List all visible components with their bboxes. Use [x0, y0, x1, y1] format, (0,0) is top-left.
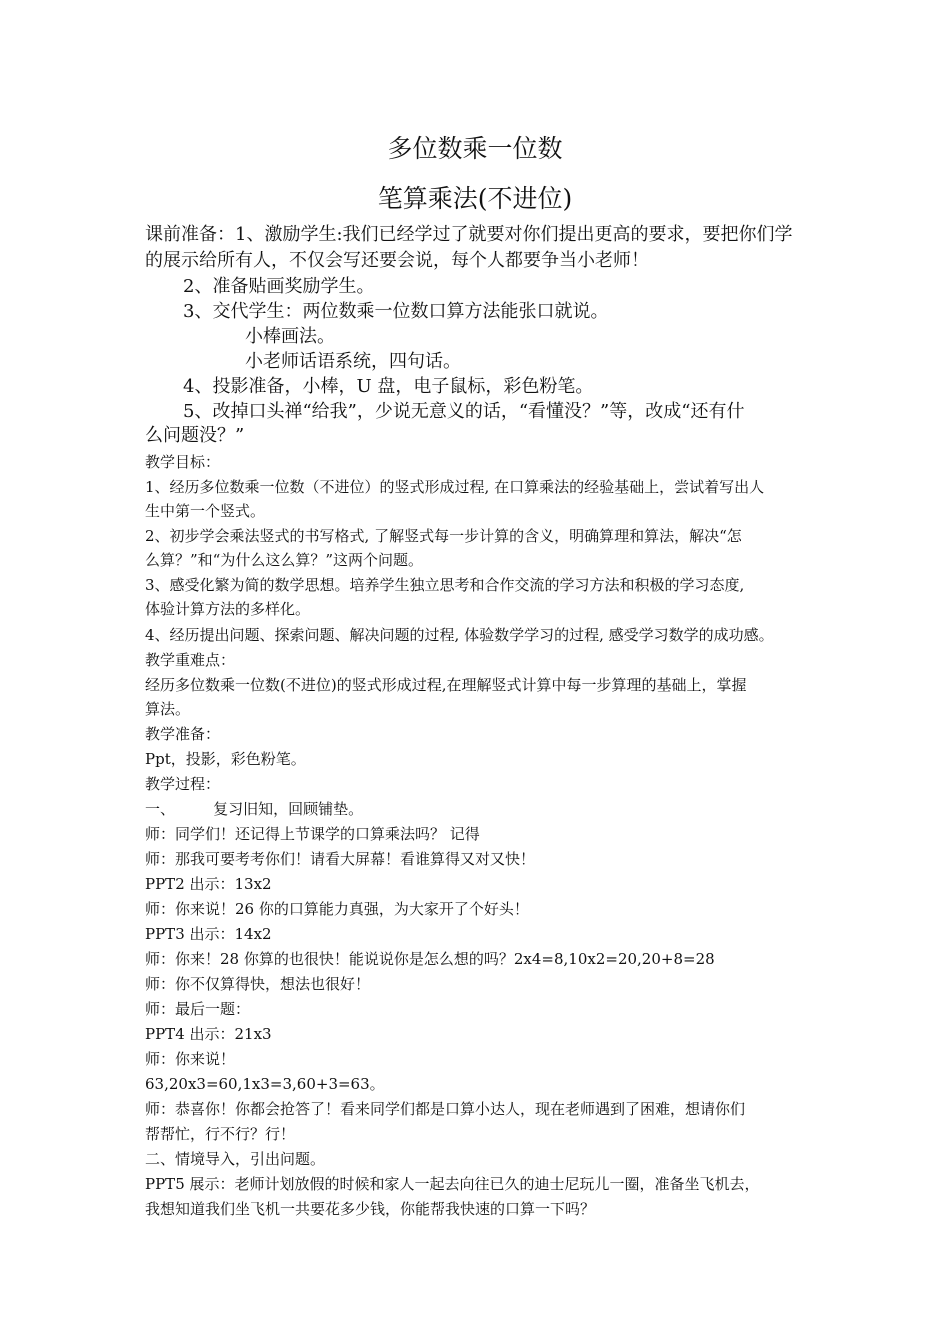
body-line: 算法。 [145, 700, 191, 718]
prep-line: 课前准备：1、激励学生:我们已经学过了就要对你们提出更高的要求，要把你们学 [145, 224, 793, 245]
body-line: 4、经历提出问题、探索问题、解决问题的过程, 体验数学学习的过程, 感受学习数学的成功感。 [145, 626, 774, 644]
document-title: 多位数乘一位数 [387, 134, 563, 163]
prep-line: 小老师话语系统，四句话。 [245, 351, 461, 372]
body-line: 师：你来说！ [145, 1050, 236, 1068]
body-line: 1、经历多位数乘一位数（不进位）的竖式形成过程, 在口算乘法的经验基础上，尝试着写出人 [145, 478, 765, 496]
section-heading: 教学准备： [145, 725, 221, 743]
body-line: PPT2 出示：13x2 [145, 875, 272, 893]
body-line: 体验计算方法的多样化。 [145, 600, 311, 618]
prep-line: 5、改掉口头禅“给我”，少说无意义的话，“看懂没？”等，改成“还有什 [183, 401, 745, 422]
body-line: 二、情境导入，引出问题。 [145, 1150, 326, 1168]
body-line: 生中第一个竖式。 [145, 502, 266, 520]
body-line: 师：恭喜你！你都会抢答了！看来同学们都是口算小达人，现在老师遇到了困难，想请你们 [145, 1100, 746, 1118]
body-line: 师：你来说！26 你的口算能力真强，为大家开了个好头！ [145, 900, 529, 918]
body-line: 师：同学们！还记得上节课学的口算乘法吗？ 记得 [145, 825, 480, 843]
prep-line: 3、交代学生：两位数乘一位数口算方法能张口就说。 [183, 301, 609, 322]
body-line: 帮帮忙，行不行？行！ [145, 1125, 296, 1143]
body-line: 经历多位数乘一位数(不进位)的竖式形成过程,在理解竖式计算中每一步算理的基础上，掌握 [145, 676, 747, 694]
body-line: 师：最后一题： [145, 1000, 251, 1018]
body-line: 一、 复习旧知，回顾铺垫。 [145, 800, 364, 818]
body-line: 师：你来！28 你算的也很快！能说说你是怎么想的吗？2x4=8,10x2=20,20+8=28 [145, 950, 715, 968]
prep-line: 4、投影准备，小棒，U 盘，电子鼠标，彩色粉笔。 [183, 376, 594, 397]
body-line: 3、感受化繁为简的数学思想。培养学生独立思考和合作交流的学习方法和积极的学习态度, [145, 576, 745, 594]
prep-line: 的展示给所有人，不仅会写还要会说，每个人都要争当小老师！ [145, 250, 649, 271]
body-line: 63,20x3=60,1x3=3,60+3=63。 [145, 1075, 385, 1093]
section-heading: 教学重难点： [145, 651, 236, 669]
body-line: 师：你不仅算得快，想法也很好！ [145, 975, 371, 993]
body-line: Ppt，投影，彩色粉笔。 [145, 750, 306, 768]
body-line: 我想知道我们坐飞机一共要花多少钱，你能帮我快速的口算一下吗？ [145, 1200, 596, 1218]
body-line: PPT4 出示：21x3 [145, 1025, 272, 1043]
body-line: 师：那我可要考考你们！请看大屏幕！看谁算得又对又快！ [145, 850, 536, 868]
body-line: PPT5 展示：老师计划放假的时候和家人一起去向往已久的迪士尼玩儿一圈，准备坐飞机去， [145, 1175, 760, 1193]
section-heading: 教学过程： [145, 775, 221, 793]
body-line: 2、初步学会乘法竖式的书写格式, 了解竖式每一步计算的含义，明确算理和算法，解决“怎 [145, 527, 742, 545]
prep-line: 2、准备贴画奖励学生。 [183, 276, 375, 297]
body-line: 么算？”和“为什么这么算？”这两个问题。 [145, 551, 424, 569]
prep-line: 小棒画法。 [245, 326, 335, 347]
body-line: PPT3 出示：14x2 [145, 925, 272, 943]
section-heading: 教学目标： [145, 453, 221, 471]
document-subtitle: 笔算乘法(不进位) [377, 184, 573, 213]
prep-line: 么问题没？” [145, 425, 245, 446]
